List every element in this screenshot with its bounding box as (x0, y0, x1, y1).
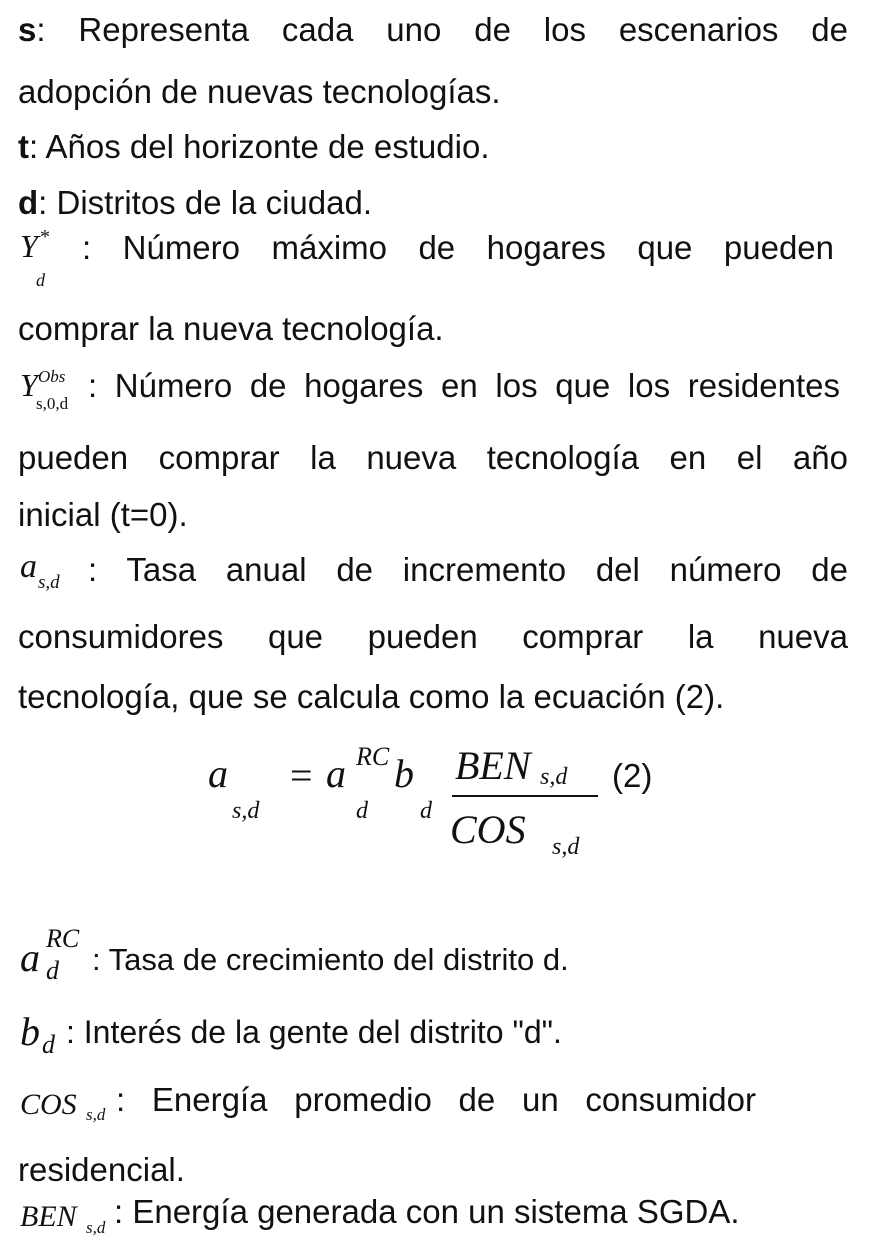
definition-s (18, 10, 848, 50)
symbol-a-rc-sub: d (46, 956, 59, 985)
definition-ben-text: : Energía generada con un sistema SGDA. (114, 1193, 740, 1230)
eq-equals: = (290, 753, 313, 798)
eq-denominator-sub: s,d (552, 834, 580, 860)
definition-d-text: : Distritos de la ciudad. (38, 184, 372, 221)
symbol-y-obs-sup: Obs (38, 367, 66, 386)
definition-y-obs-text: : Número de hogares en los que los residentes (88, 367, 840, 404)
symbol-a-rc-sup: RC (46, 924, 80, 953)
definition-s-line2: adopción de nuevas tecnologías. (18, 73, 501, 110)
symbol-a: a (20, 548, 37, 585)
eq-lhs: a (208, 751, 228, 796)
definition-t-text: : Años del horizonte de estudio. (29, 128, 490, 165)
symbol-y-star-sub: d (36, 270, 45, 290)
definition-a-line3: tecnología, que se calcula como la ecuación (2). (18, 678, 725, 715)
definition-s-text: : Representa cada uno de los escenarios de (36, 11, 848, 48)
eq-a: a (326, 751, 346, 796)
eq-denominator: COS (450, 807, 526, 852)
symbol-a-sub: s,d (38, 572, 60, 593)
symbol-y-star: Y (20, 228, 38, 264)
eq-b: b (394, 751, 414, 796)
symbol-ben: BEN (20, 1200, 77, 1233)
eq-number: (2) (612, 757, 653, 794)
term-d: d (18, 184, 39, 221)
definition-y-obs-line2: pueden comprar la nueva tecnología en el año (18, 439, 848, 476)
definition-t (18, 127, 848, 167)
definition-b-text: : Interés de la gente del distrito "d". (66, 1014, 562, 1050)
symbol-y-obs-sub: s,0,d (36, 394, 69, 413)
definition-y-obs-line3: inicial (t=0). (18, 496, 188, 533)
symbol-b: b (20, 1009, 40, 1054)
term-s: s (18, 11, 37, 48)
symbol-y-obs: Y (20, 367, 38, 403)
definition-y-star-text: : Número máximo de hogares que pueden (82, 229, 834, 266)
definition-y-star-line2: comprar la nueva tecnología. (18, 310, 444, 347)
eq-lhs-sub: s,d (232, 798, 260, 824)
symbol-y-star-sup: * (40, 226, 50, 248)
symbol-ben-sub: s,d (86, 1218, 106, 1237)
symbol-cos: COS (20, 1088, 77, 1121)
definition-a-text: : Tasa anual de incremento del número de (88, 551, 848, 588)
term-t: t (18, 128, 29, 165)
eq-numerator: BEN (455, 743, 531, 788)
definition-a-line2: consumidores que pueden comprar la nueva (18, 618, 848, 655)
definition-d (18, 183, 848, 223)
eq-a-sup: RC (356, 742, 390, 771)
symbol-cos-sub: s,d (86, 1105, 106, 1124)
eq-a-sub: d (356, 798, 368, 824)
definition-cos-line2: residencial. (18, 1151, 185, 1188)
symbol-a-rc: a (20, 935, 40, 980)
definition-cos-text: : Energía promedio de un consumidor (116, 1081, 756, 1118)
eq-b-sub: d (420, 798, 432, 824)
eq-fraction-line (452, 795, 598, 797)
symbol-b-sub: d (42, 1030, 55, 1059)
definition-a-rc-text: : Tasa de crecimiento del distrito d. (92, 942, 569, 977)
eq-numerator-sub: s,d (540, 764, 568, 790)
